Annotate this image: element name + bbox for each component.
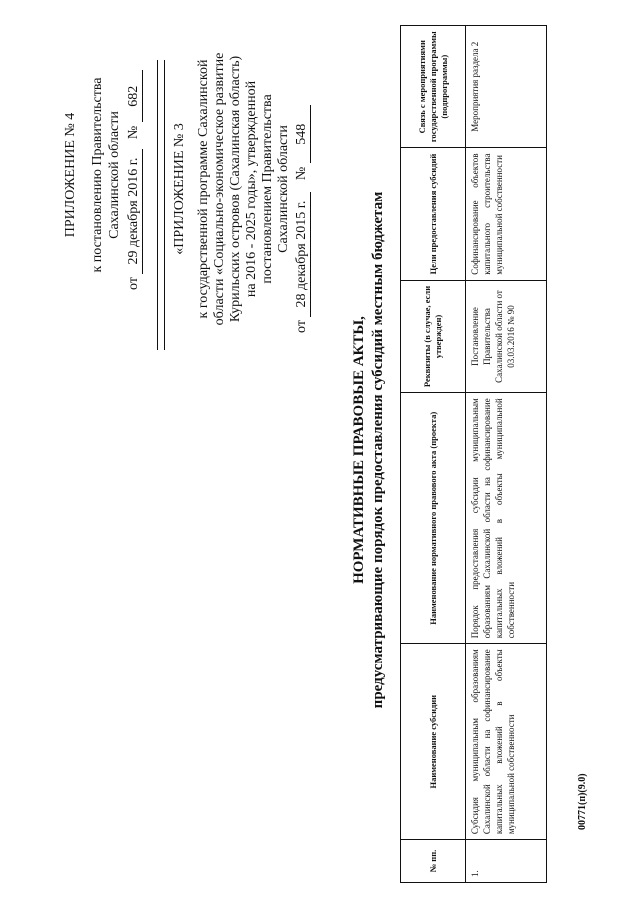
- cell-requisites: Постановление Правительства Сахалинской области от 03.03.2016 № 90: [466, 280, 547, 393]
- appendix-4-line1: к постановлению Правительства: [90, 77, 105, 273]
- appendix-4-signature-line: [125, 60, 143, 290]
- appendix-3-line: Курильских островов (Сахалинская область): [228, 55, 243, 323]
- document-title-line2: предусматривающие порядок предоставления субсидий местным бюджетам: [370, 191, 386, 709]
- appendix-3-signature-line: [294, 45, 311, 333]
- appendix-4-from: от: [126, 277, 141, 290]
- table-row: [466, 26, 547, 883]
- appendix-3-from: от: [294, 320, 309, 333]
- appendix-4-date: 29 декабря 2016 г.: [125, 149, 143, 274]
- separator-rule-1: [157, 60, 158, 350]
- header-act-name: Наименование нормативного правового акта (проекта): [401, 393, 466, 644]
- cell-act-name: Порядок предоставления субсидии муниципальным образованиям Сахалинской области на софинансирование капитальных вложений в объекты муниципальной собственности: [466, 393, 547, 644]
- appendix-4-number: 682: [125, 70, 143, 122]
- appendix-3-line: Сахалинской области: [276, 125, 291, 253]
- cell-program-link: Мероприятия раздела 2: [466, 26, 547, 148]
- appendix-4-line2: Сахалинской области: [107, 111, 122, 239]
- separator-rule-2: [164, 60, 165, 350]
- appendix-3-line: области «Социально-экономическое развитие: [212, 52, 227, 326]
- appendix-4-heading: ПРИЛОЖЕНИЕ № 4: [63, 112, 78, 238]
- appendix-3-line: на 2016 - 2025 годы», утвержденной: [244, 80, 259, 298]
- header-subsidy-name: Наименование субсидии: [401, 644, 466, 840]
- document-title-line1: НОРМАТИВНЫЕ ПРАВОВЫЕ АКТЫ,: [351, 316, 367, 584]
- cell-subsidy-name: Субсидия муниципальным образованиям Сахалинской области на софинансирование капитальных вложений в объекты муниципальной собственности: [466, 644, 547, 840]
- table-header-row: [401, 26, 466, 883]
- appendix-3-block: [172, 45, 311, 333]
- appendix-3-number: 548: [294, 105, 311, 163]
- subsidy-table: [400, 25, 547, 883]
- header-requisites: Реквизиты (в случае, если утвержден): [401, 280, 466, 393]
- appendix-3-date: 28 декабря 2015 г.: [294, 192, 311, 317]
- appendix-3-heading: «ПРИЛОЖЕНИЕ № 3: [172, 123, 187, 255]
- appendix-3-no: №: [294, 166, 309, 181]
- header-goals: Цели предоставления субсидий: [401, 148, 466, 280]
- header-number: № пп.: [401, 840, 466, 883]
- document-title: [350, 140, 388, 760]
- header-program-link: Связь с мероприятиями государственной программы (подпрограммы): [401, 26, 466, 148]
- appendix-4-no: №: [126, 125, 141, 140]
- appendix-3-line: постановлением Правительства: [260, 94, 275, 284]
- cell-goal: Софинансирование объектов капитального строительства муниципальной собственности: [466, 148, 547, 280]
- cell-number: 1.: [466, 840, 547, 883]
- footer-code: 00771(п)(9.0): [577, 773, 588, 830]
- appendix-3-line: к государственной программе Сахалинской: [196, 59, 211, 319]
- appendix-4-block: [62, 60, 143, 290]
